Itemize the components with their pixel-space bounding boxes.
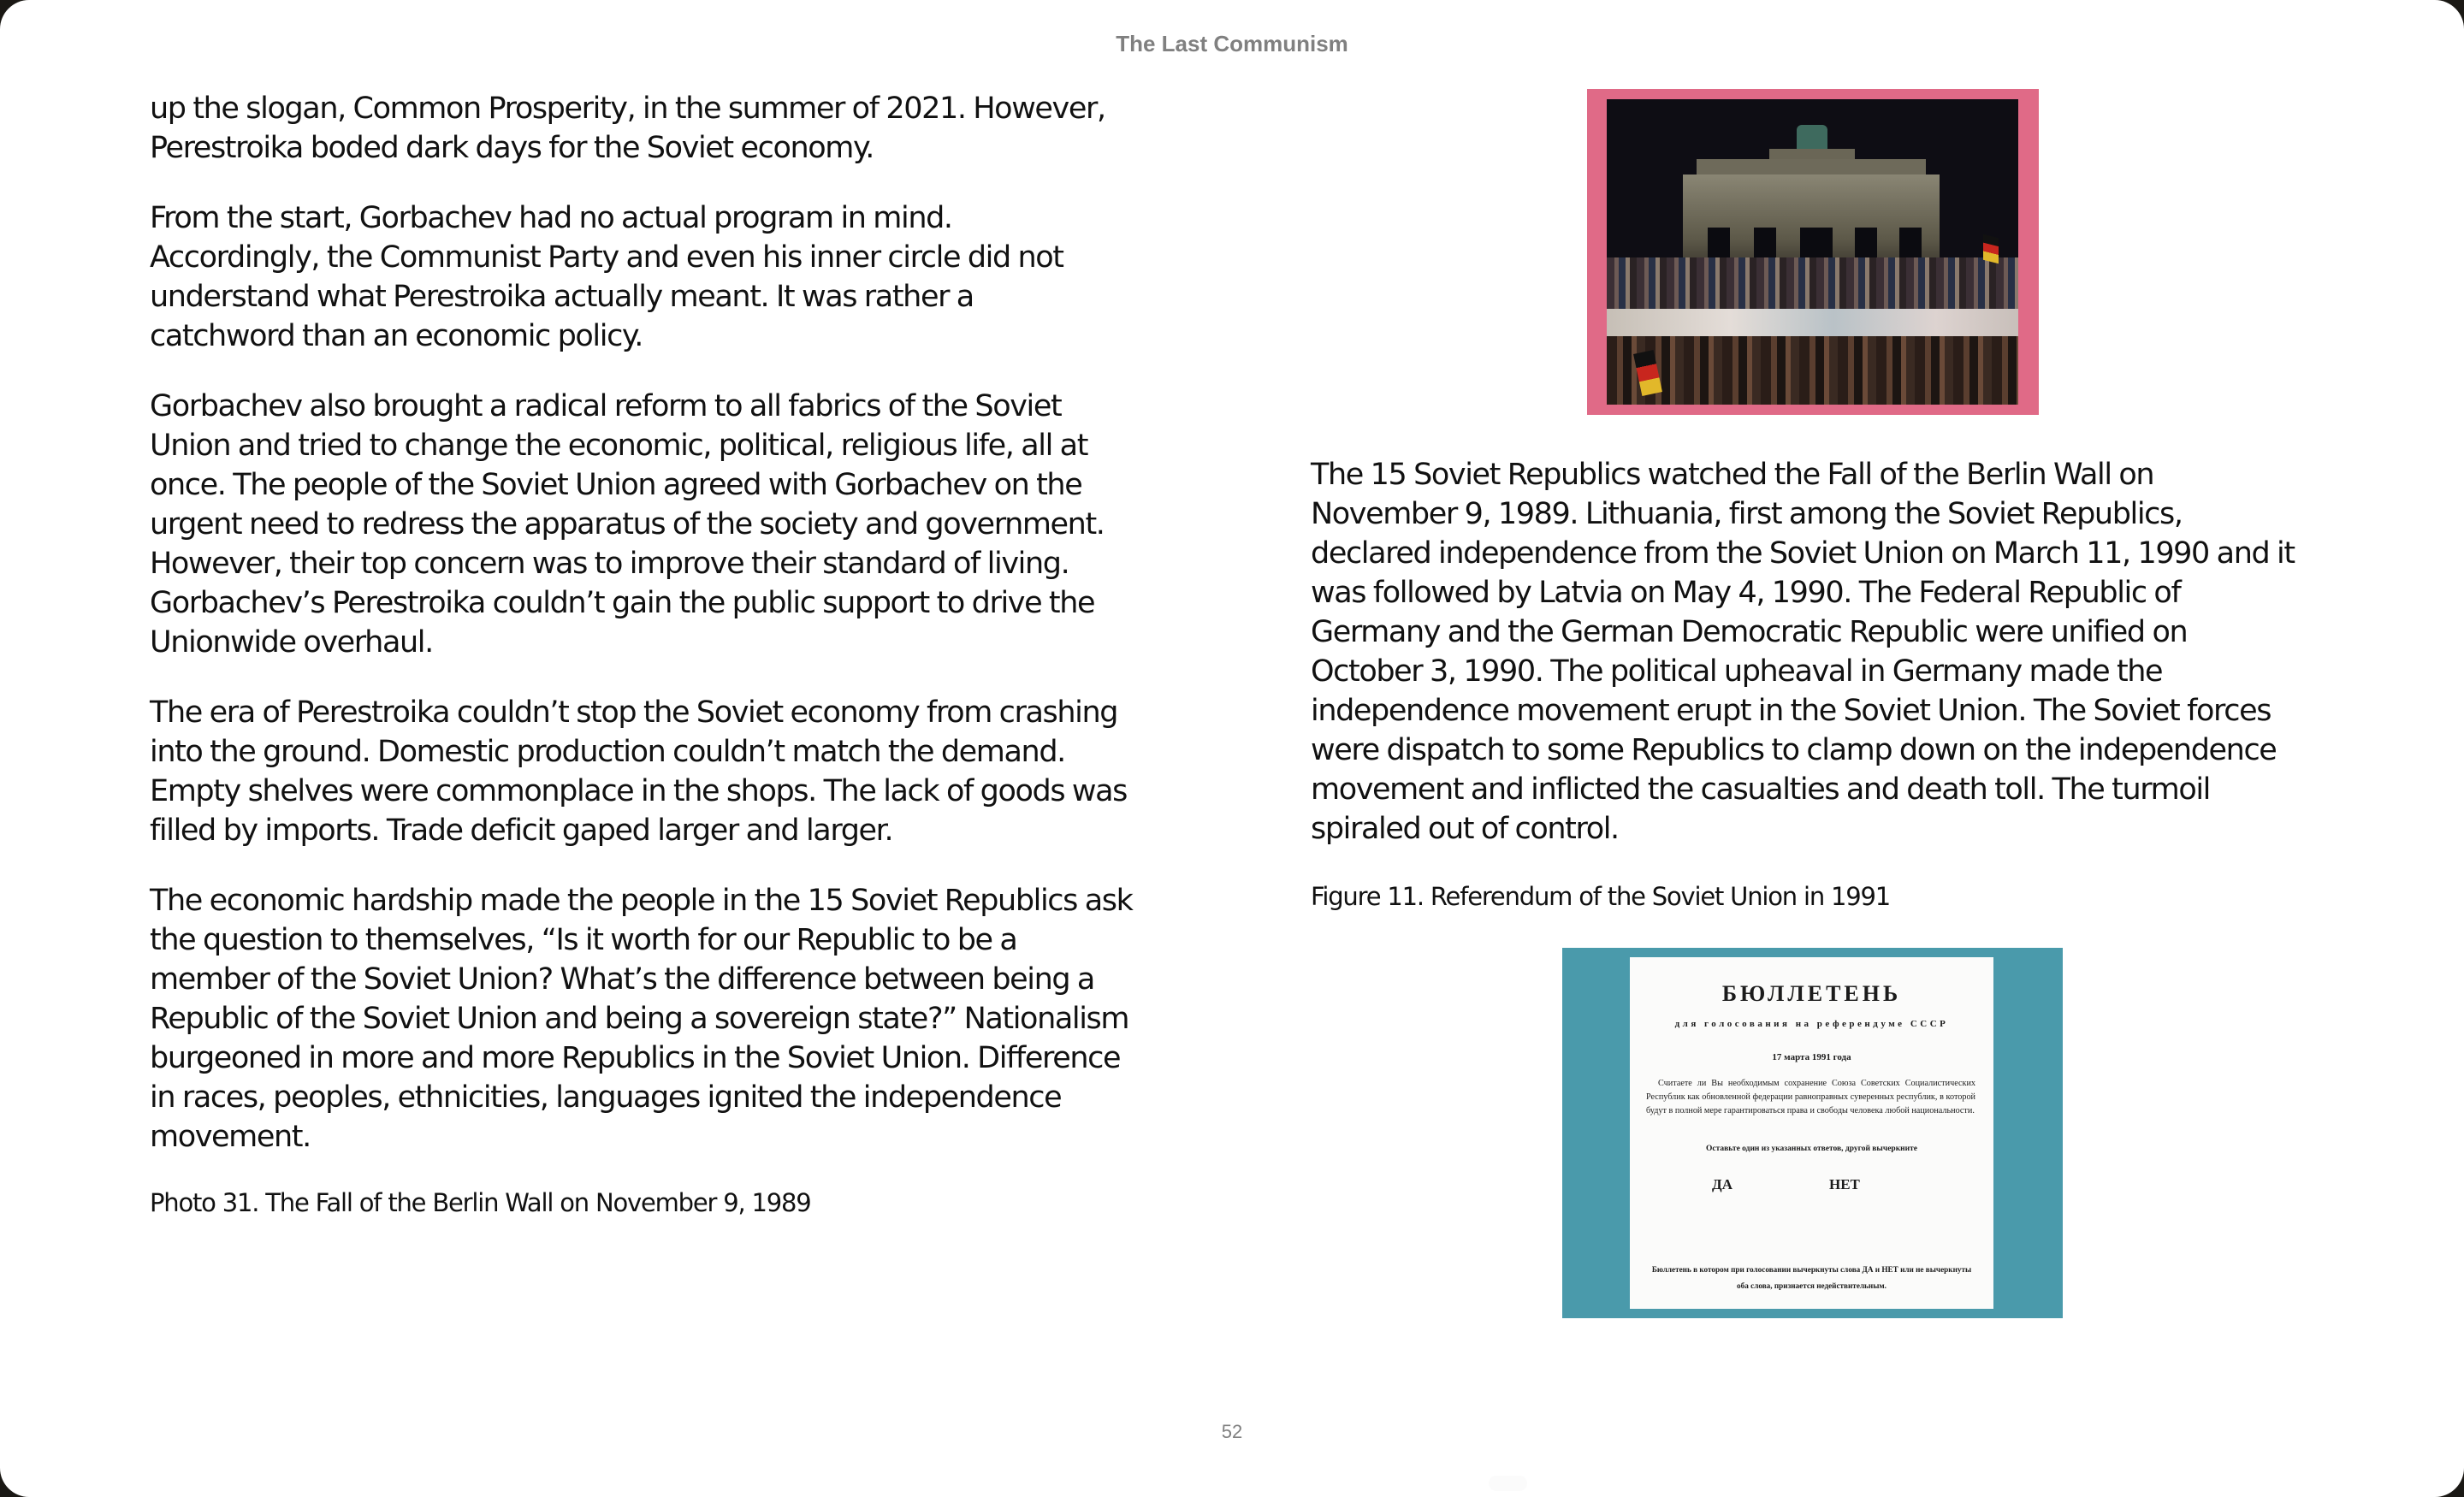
berlin-wall-photo bbox=[1607, 99, 2018, 405]
ballot-yes-option: ДА bbox=[1712, 1176, 1732, 1192]
text-line: From the start, Gorbachev had no actual program in mind. bbox=[150, 201, 952, 235]
text-line: spiraled out of control. bbox=[1311, 812, 1619, 846]
text-line: The 15 Soviet Republics watched the Fall of the Berlin Wall on bbox=[1311, 458, 2154, 492]
text-line: Perestroika boded dark days for the Soviet economy. bbox=[150, 131, 874, 165]
paragraph bbox=[150, 881, 1176, 1157]
berlin-wall bbox=[1607, 309, 2018, 336]
text-line: Union and tried to change the economic, political, religious life, all at bbox=[150, 429, 1088, 463]
text-line: Empty shelves were commonplace in the shops. The lack of goods was bbox=[150, 774, 1127, 808]
text-line: Gorbachev also brought a radical reform to all fabrics of the Soviet bbox=[150, 389, 1062, 423]
german-flag-icon bbox=[1983, 234, 1999, 263]
berlin-wall-photo-frame bbox=[1587, 89, 2039, 415]
text-line: declared independence from the Soviet Union on March 11, 1990 and it bbox=[1311, 536, 2295, 571]
text-line: was followed by Latvia on May 4, 1990. The Federal Republic of bbox=[1311, 576, 2181, 610]
text-line: urgent need to redress the apparatus of the society and government. bbox=[150, 507, 1105, 541]
paragraph bbox=[1311, 455, 2337, 849]
text-line: Accordingly, the Communist Party and even his inner circle did not bbox=[150, 240, 1063, 275]
book-title: The Last Communism bbox=[1116, 31, 1348, 56]
ballot-title: БЮЛЛЕТЕНЬ bbox=[1721, 981, 1902, 1006]
ballot-footnote: Бюллетень в котором при голосовании вычеркнуты слова ДА и НЕТ или не вычеркнуты оба слова, признается недействительным. bbox=[1651, 1265, 1972, 1290]
text-line: the question to themselves, “Is it worth for our Republic to be a bbox=[150, 923, 1017, 957]
paragraph bbox=[150, 89, 1176, 168]
text-line: understand what Perestroika actually meant. It was rather a bbox=[150, 280, 974, 314]
text-line: were dispatch to some Republics to clamp down on the independence bbox=[1311, 733, 2277, 767]
text-line: movement and inflicted the casualties and death toll. The turmoil bbox=[1311, 772, 2210, 807]
text-line: member of the Soviet Union? What’s the difference between being a bbox=[150, 962, 1094, 997]
page-number: 52 bbox=[1221, 1421, 1243, 1442]
quadriga-statue bbox=[1797, 125, 1827, 151]
right-page-column bbox=[1311, 455, 2337, 879]
paragraph bbox=[150, 198, 1176, 356]
text-line: movement. bbox=[150, 1120, 311, 1154]
text-line: once. The people of the Soviet Union agreed with Gorbachev on the bbox=[150, 468, 1082, 502]
text-line: Gorbachev’s Perestroika couldn’t gain the public support to drive the bbox=[150, 586, 1095, 620]
text-line: burgeoned in more and more Republics in the Soviet Union. Difference bbox=[150, 1041, 1121, 1075]
text-line: catchword than an economic policy. bbox=[150, 319, 643, 353]
ballot-date: 17 марта 1991 года bbox=[1772, 1052, 1851, 1062]
text-line: However, their top concern was to improve their standard of living. bbox=[150, 547, 1069, 581]
home-indicator[interactable] bbox=[1489, 1476, 1527, 1491]
photo-caption: Photo 31. The Fall of the Berlin Wall on November 9, 1989 bbox=[150, 1188, 811, 1217]
crowd-foreground bbox=[1607, 336, 2018, 405]
ballot-no-option: НЕТ bbox=[1829, 1176, 1860, 1192]
ballot-instruction: Оставьте один из указанных ответов, другой вычеркните bbox=[1705, 1145, 1918, 1153]
text-line: in races, peoples, ethnicities, languages ignited the independence bbox=[150, 1080, 1062, 1115]
left-page-column bbox=[150, 89, 1176, 1187]
text-line: Germany and the German Democratic Republic were unified on bbox=[1311, 615, 2188, 649]
text-line: The era of Perestroika couldn’t stop the Soviet economy from crashing bbox=[150, 695, 1118, 730]
text-line: independence movement erupt in the Soviet Union. The Soviet forces bbox=[1311, 694, 2272, 728]
text-line: Republic of the Soviet Union and being a sovereign state?” Nationalism bbox=[150, 1002, 1129, 1036]
text-line: October 3, 1990. The political upheaval in Germany made the bbox=[1311, 654, 2163, 689]
text-line: The economic hardship made the people in the 15 Soviet Republics ask bbox=[150, 884, 1133, 918]
text-line: November 9, 1989. Lithuania, first among the Soviet Republics, bbox=[1311, 497, 2183, 531]
ballot-question: Считаете ли Вы необходимым сохранение Союза Советских Социалистических Республик как обновленной федерации равноправных суверенных республик, в которой будут в полной мере гарантироваться права и свободы человека любой национальности. bbox=[1646, 1079, 1975, 1115]
figure-caption: Figure 11. Referendum of the Soviet Union in 1991 bbox=[1311, 882, 1891, 911]
ballot-subtitle: для голосования на референдуме СССР bbox=[1674, 1019, 1949, 1029]
text-line: into the ground. Domestic production couldn’t match the demand. bbox=[150, 735, 1065, 769]
paragraph bbox=[150, 693, 1176, 850]
referendum-ballot bbox=[1630, 957, 1993, 1309]
text-line: filled by imports. Trade deficit gaped larger and larger. bbox=[150, 814, 893, 848]
text-line: Unionwide overhaul. bbox=[150, 625, 433, 660]
text-line: up the slogan, Common Prosperity, in the summer of 2021. However, bbox=[150, 92, 1105, 126]
paragraph bbox=[150, 387, 1176, 662]
referendum-ballot-frame bbox=[1562, 948, 2063, 1318]
